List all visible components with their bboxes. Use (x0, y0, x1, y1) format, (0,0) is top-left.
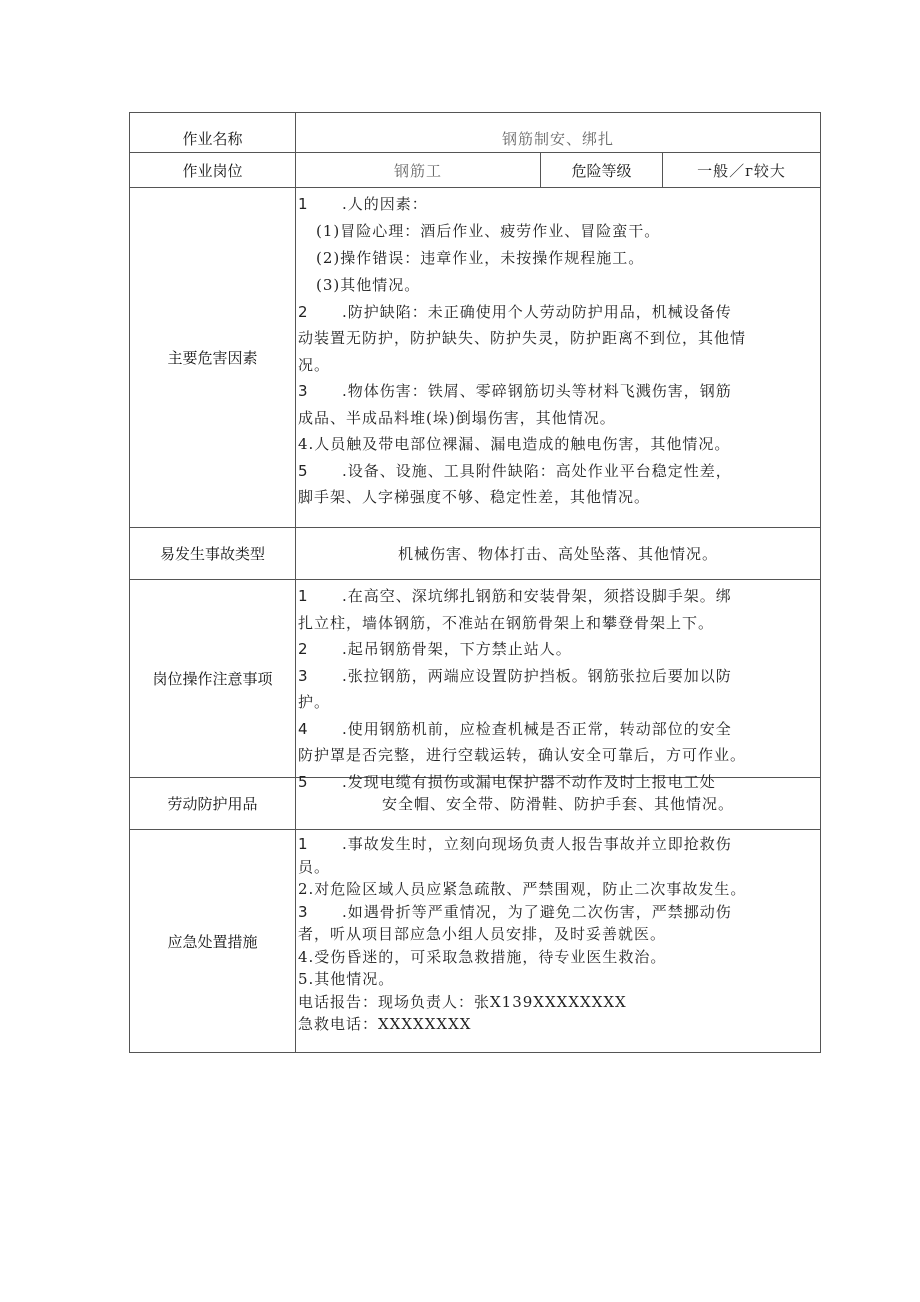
emergency-line-text: 电话报告：现场负责人：张X139XXXXXXXX (298, 992, 627, 1011)
hazards-line-text: .防护缺陷：未正确使用个人劳动防护用品，机械设备传 (342, 302, 732, 321)
hazards-line-text: (3)其他情况。 (316, 275, 421, 294)
hazards-line-text: 况。 (298, 355, 331, 374)
row-job-name (130, 113, 821, 153)
emergency-line-text: 员。 (298, 857, 331, 876)
hazards-line (298, 405, 816, 432)
hazards-line (298, 352, 816, 379)
operation-notes-line-text: .起吊钢筋骨架，下方禁止站人。 (342, 640, 572, 658)
operation-notes-line-text: .发现电缆有损伤或漏电保护器不动作及时上报电工处 (342, 772, 716, 791)
operation-notes-item-number: 4 (298, 719, 309, 738)
operation-notes-item-number: 3 (298, 666, 309, 685)
emergency-item-number: 1 (298, 835, 309, 853)
operation-notes-line-text: 防护罩是否完整，进行空载运转，确认安全可靠后，方可作业。 (298, 746, 747, 764)
operation-notes-item-number: 2 (298, 640, 309, 658)
hazards-line (298, 431, 816, 458)
emergency-line-text: 5.其他情况。 (298, 970, 395, 988)
hazards-line (298, 325, 816, 352)
operation-notes-line (298, 716, 816, 743)
accident-types-value: 机械伤害、物体打击、高处坠落、其他情况。 (296, 528, 821, 580)
emergency-line (298, 968, 816, 991)
emergency-line (298, 991, 816, 1014)
job-name-value: 钢筋制安、绑扎 (296, 113, 821, 153)
operation-notes-line (298, 742, 816, 769)
operation-notes-line (298, 689, 816, 716)
accident-types-label: 易发生事故类型 (130, 528, 296, 580)
operation-notes-line (298, 583, 816, 610)
hazards-line-text: .人的因素： (342, 195, 428, 213)
hazards-item-number: 5 (298, 461, 309, 480)
emergency-line (298, 923, 816, 946)
hazards-line (298, 191, 816, 218)
emergency-line-text: .如遇骨折等严重情况，为了避免二次伤害，严禁挪动伤 (342, 902, 732, 921)
job-post-value: 钢筋工 (296, 153, 541, 188)
emergency-line (298, 901, 816, 924)
job-post-label: 作业岗位 (130, 153, 296, 188)
hazards-line-text: (1)冒险心理：酒后作业、疲劳作业、冒险蛮干。 (316, 221, 661, 240)
operation-notes-line (298, 636, 816, 663)
row-emergency (130, 830, 821, 1053)
operation-notes-line-text: .张拉钢筋，两端应设置防护挡板。钢筋张拉后要加以防 (342, 666, 732, 685)
hazards-line (298, 458, 816, 485)
ppe-value: 安全帽、安全带、防滑鞋、防护手套、其他情况。 (296, 778, 821, 830)
row-operation-notes (130, 580, 821, 778)
hazards-item-number: 1 (298, 195, 309, 213)
row-job-post (130, 153, 821, 188)
hazards-line (298, 272, 816, 299)
operation-notes-line (298, 663, 816, 690)
hazards-content (296, 188, 821, 528)
job-hazard-card-table (129, 112, 821, 1053)
emergency-content (296, 830, 821, 1053)
operation-notes-item-number: 5 (298, 772, 309, 791)
operation-notes-item-number: 1 (298, 587, 309, 605)
row-hazards (130, 188, 821, 528)
emergency-line (298, 878, 816, 901)
emergency-line (298, 833, 816, 856)
emergency-line-text: .事故发生时，立刻向现场负责人报告事故并立即抢救伤 (342, 835, 732, 853)
hazards-label: 主要危害因素 (130, 188, 296, 528)
emergency-line (298, 946, 816, 969)
hazards-line (298, 299, 816, 326)
hazards-line-text: 成品、半成品料堆(垛)倒塌伤害，其他情况。 (298, 408, 616, 427)
emergency-line (298, 856, 816, 879)
emergency-line-text: 者，听从项目部应急小组人员安排，及时妥善就医。 (298, 925, 667, 943)
operation-notes-line-text: 护。 (298, 693, 331, 711)
emergency-line-text: 4.受伤昏迷的，可采取急救措施，待专业医生救治。 (298, 947, 667, 966)
hazards-line (298, 484, 816, 511)
hazards-line-text: .设备、设施、工具附件缺陷：高处作业平台稳定性差， (342, 461, 732, 480)
operation-notes-label: 岗位操作注意事项 (130, 580, 296, 778)
hazards-line (298, 378, 816, 405)
operation-notes-content (296, 580, 821, 791)
hazards-line-text: 脚手架、人字梯强度不够、稳定性差，其他情况。 (298, 488, 651, 506)
operation-notes-line-text: .使用钢筋机前，应检查机械是否正常，转动部位的安全 (342, 719, 732, 738)
emergency-line-text: 2.对危险区域人员应紧急疏散、严禁围观，防止二次事故发生。 (298, 880, 747, 898)
hazards-line (298, 218, 816, 245)
operation-notes-line (298, 610, 816, 637)
emergency-item-number: 3 (298, 902, 309, 921)
hazards-line-text: .物体伤害：铁屑、零碎钢筋切头等材料飞溅伤害，钢筋 (342, 382, 732, 400)
risk-level-label: 危险等级 (541, 153, 663, 188)
hazards-item-number: 2 (298, 302, 309, 321)
row-accident-types (130, 528, 821, 580)
emergency-line-text: 急救电话：XXXXXXXX (298, 1015, 472, 1033)
operation-notes-clip (298, 583, 816, 791)
operation-notes-line-text: 扎立柱，墙体钢筋，不准站在钢筋骨架上和攀登骨架上下。 (298, 613, 715, 632)
hazards-item-number: 3 (298, 382, 309, 400)
hazards-line-text: (2)操作错误：违章作业，未按操作规程施工。 (316, 248, 645, 267)
risk-level-value: 一般／г较大 (663, 153, 821, 188)
operation-notes-line-text: .在高空、深坑绑扎钢筋和安装骨架，须搭设脚手架。绑 (342, 587, 732, 605)
job-name-label: 作业名称 (130, 113, 296, 153)
emergency-label: 应急处置措施 (130, 830, 296, 1053)
ppe-label: 劳动防护用品 (130, 778, 296, 830)
hazards-line (298, 245, 816, 272)
hazards-line-text: 动装置无防护，防护缺失、防护失灵，防护距离不到位，其他情 (298, 329, 747, 347)
emergency-line (298, 1013, 816, 1036)
hazards-line-text: 4.人员触及带电部位裸漏、漏电造成的触电伤害，其他情况。 (298, 435, 731, 453)
